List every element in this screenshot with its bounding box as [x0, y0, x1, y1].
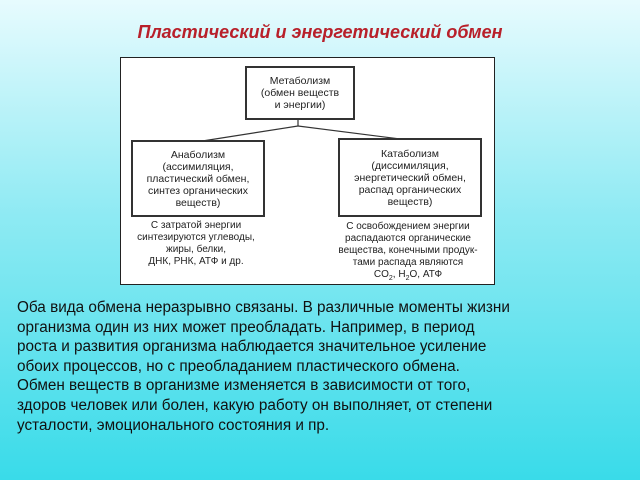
catabolism-box: [338, 138, 482, 217]
catabolism-note-sub-h2o: 2: [405, 275, 410, 282]
catabolism-note-text: С освобождением энергии распадаются органические вещества, конечными продук- тами распада являются: [338, 221, 478, 268]
catabolism-note-co: CO: [373, 269, 389, 280]
catabolism-label: Катаболизм (диссимиляция, энергетический обмен, распад органических веществ): [354, 147, 466, 208]
anabolism-note: С затратой энергии синтезируются углеводы, жиры, белки, ДНК, РНК, АТФ и др.: [137, 220, 255, 267]
catabolism-note: [328, 221, 488, 285]
page-title: Пластический и энергетический обмен: [137, 22, 503, 42]
anabolism-label: Анаболизм (ассимиляция, пластический обмен, синтез органических веществ): [146, 148, 250, 209]
catabolism-note-h: , H: [392, 269, 406, 280]
anabolism-box: [131, 140, 265, 217]
metabolism-label: Метаболизм (обмен веществ и энергии): [260, 75, 340, 111]
metabolism-box: [245, 66, 355, 120]
catabolism-note-sub-co2: 2: [388, 275, 393, 282]
body-paragraph: Оба вида обмена неразрывно связаны. В различные моменты жизни организма один из них может преобладать. Например, в период роста и развития организма наблюдается значительное усиление обоих процессов, но с преобладанием пластического обмена. Обмен веществ в организме изменяется в зависимости от того, здоров человек или болен, какую работу он выполняет, от степени усталости, эмоционального состояния и пр.: [17, 299, 510, 434]
catabolism-note-end: O, АТФ: [409, 269, 443, 280]
metabolism-diagram: [120, 57, 495, 285]
